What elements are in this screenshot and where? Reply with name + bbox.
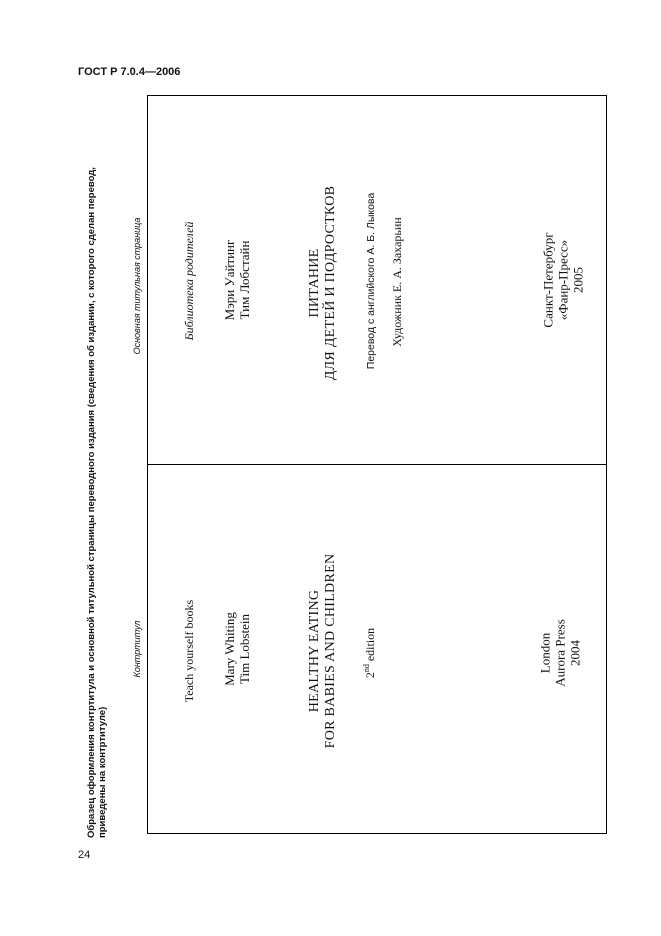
document-header: ГОСТ Р 7.0.4—2006: [78, 66, 181, 78]
main-title-line-1: ПИТАНИЕ: [306, 248, 322, 318]
counter-imprint-city: London: [537, 632, 553, 674]
pages-divider: [147, 464, 607, 465]
counter-authors: [223, 612, 253, 686]
counter-imprint-year: 2004: [567, 640, 583, 667]
edition-suffix: nd: [362, 664, 372, 673]
edition-number: 2: [363, 672, 378, 679]
counter-author-2: Tim Lobstein: [237, 614, 252, 684]
counter-edition: [362, 628, 378, 678]
main-translator: Перевод с английского А. Б. Лыкова: [364, 192, 377, 370]
counter-author-1: Mary Whiting: [222, 612, 238, 686]
figure-caption: Образец оформления контртитула и основной титульной страницы переводного издания (сведения об издании, с которого сделан перевод, приведены на контртитуле): [86, 167, 108, 838]
main-imprint-city: Санкт-Петербург: [540, 232, 556, 328]
counter-imprint: [539, 619, 584, 687]
main-title-line-2: ДЛЯ ДЕТЕЙ И ПОДРОСТКОВ: [323, 185, 338, 381]
main-imprint-year: 2005: [570, 267, 586, 293]
counter-title-line-2: FOR BABIES AND CHILDREN: [323, 553, 338, 749]
counter-title: [307, 554, 339, 749]
main-author-1: Мэри Уайтинг: [222, 239, 238, 321]
main-title: [307, 186, 339, 381]
main-artist: Художник Е. А. Захарьин: [390, 217, 405, 347]
main-imprint-publisher: «Фаир-Пресс»: [555, 239, 571, 321]
main-title-page-label: Основная титульная страница: [131, 217, 142, 355]
main-author-2: Тим Лобстайн: [237, 240, 252, 320]
edition-word: edition: [363, 627, 378, 662]
main-imprint: [542, 232, 587, 327]
main-authors: [223, 240, 253, 321]
counter-imprint-publisher: Aurora Press: [552, 619, 568, 687]
main-series: Библиотека родителей: [182, 221, 197, 341]
countertitle-label: Контртитул: [131, 620, 142, 678]
page-number: 24: [78, 849, 91, 861]
counter-title-line-1: HEALTHY EATING: [306, 589, 322, 713]
counter-series: Teach yourself books: [182, 599, 197, 703]
